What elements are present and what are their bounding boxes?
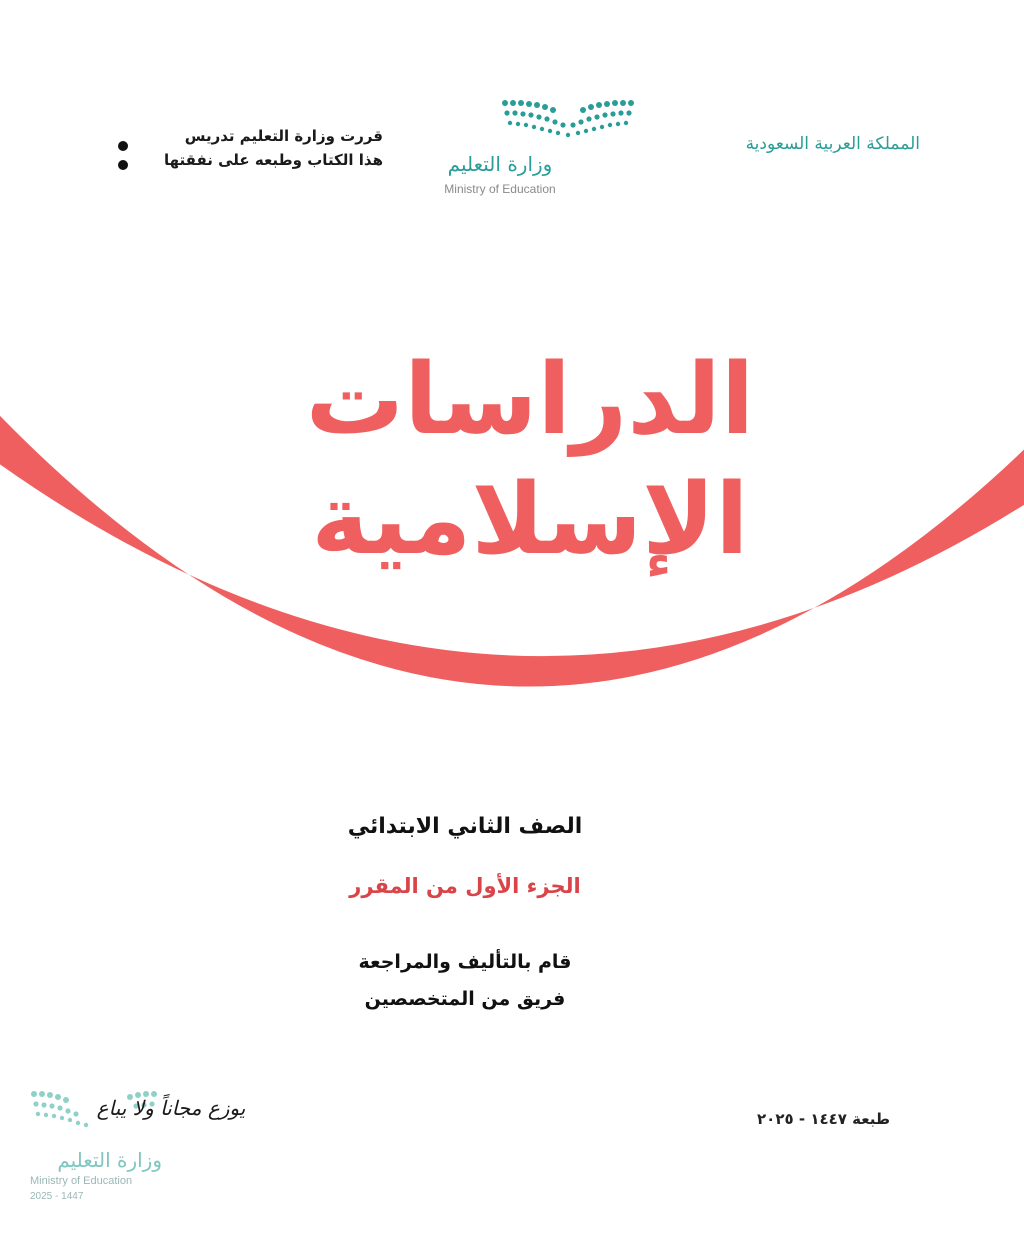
colon-icon [117,138,129,172]
authors-line-1: قام بالتأليف والمراجعة [358,951,572,973]
edition-label: طبعة ١٤٤٧ - ٢٠٢٥ [757,1110,890,1128]
ministry-name-ar-small: وزارة التعليم [57,1148,162,1172]
approval-statement [138,124,383,172]
free-distribution-note: يوزع مجاناً ولا يباع [96,1096,246,1120]
ministry-name-ar: وزارة التعليم [447,152,553,176]
authors-credit [300,944,630,1018]
approval-line-1: قررت وزارة التعليم تدريس [184,127,383,145]
book-part: الجزء الأول من المقرر [349,874,581,898]
authors-line-2: فريق من المتخصصين [364,988,566,1010]
ministry-name-en: Ministry of Education [444,182,556,196]
ministry-name-en-small: Ministry of Education [30,1175,133,1187]
approval-line-2: هذا الكتاب وطبعه على نفقتها [164,151,383,169]
book-title: الدراسات الإسلامية [305,343,755,577]
grade-level: الصف الثاني الابتدائي [347,814,583,839]
edition-year-small: 2025 - 1447 [30,1191,84,1202]
kingdom-name: المملكة العربية السعودية [745,134,920,154]
